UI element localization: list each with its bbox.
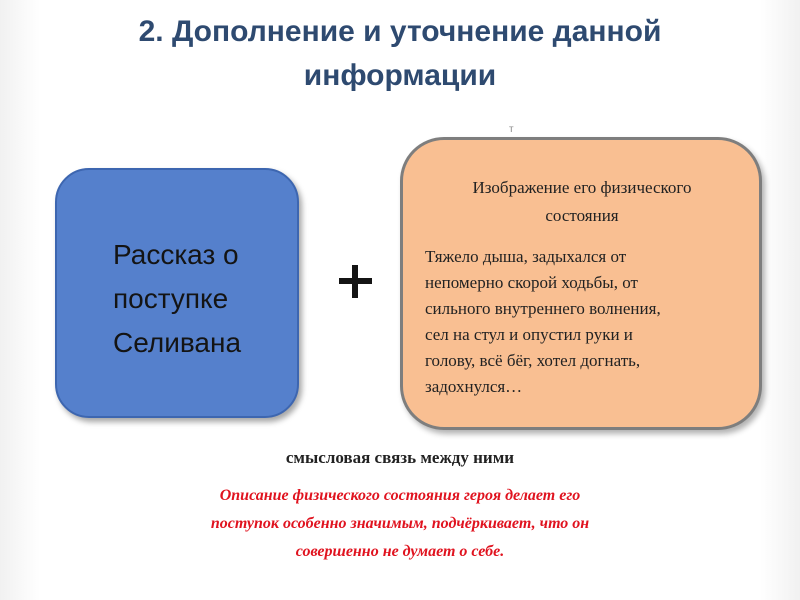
conclusion-text: Описание физического состояния героя делает его поступок особенно значимым, подчёркивает, что он совершенно не думает о себе.: [210, 487, 590, 560]
physical-state-heading: Изображение его физического состояния: [472, 178, 692, 225]
physical-state-box: [400, 137, 762, 430]
plus-icon: [333, 258, 379, 304]
physical-state-description: Тяжело дыша, задыхался от непомерно скорой ходьбы, от сильного внутреннего волнения, сел на стул и опустил руки и голову, всё бёг, хотел догнать, задохнулся…: [425, 247, 661, 396]
story-box-text: Рассказ о поступке Селивана: [113, 239, 242, 358]
plus-vertical-bar: [352, 265, 358, 298]
relation-label: смысловая связь между ними: [285, 448, 515, 467]
story-box: [55, 168, 299, 418]
stray-mark: т: [509, 124, 514, 135]
slide-title: 2. Дополнение и уточнение данной информации: [138, 15, 662, 92]
